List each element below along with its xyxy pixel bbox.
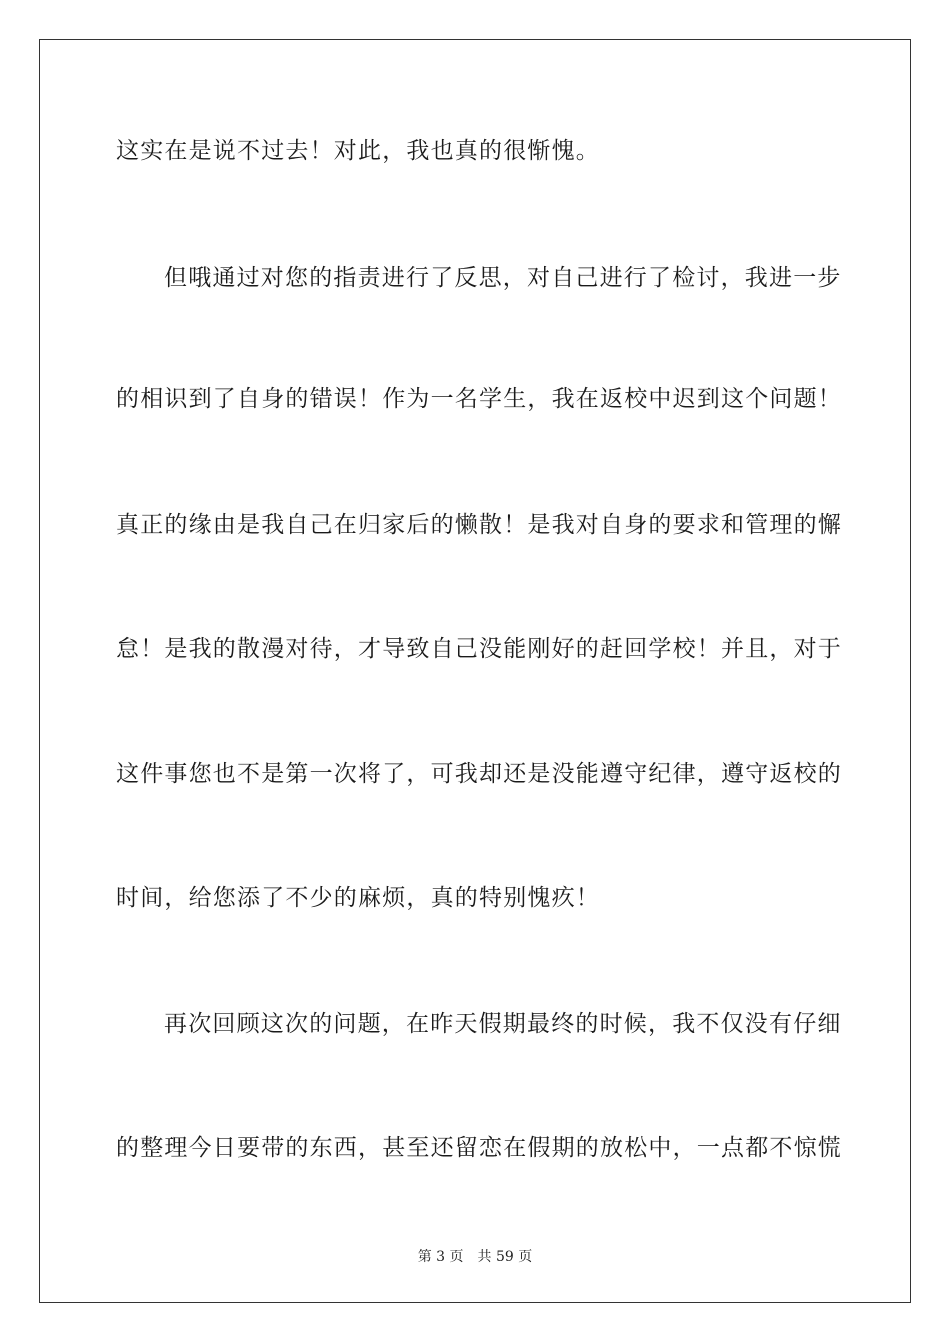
page-number: 第 3 页 [417, 1249, 464, 1265]
paragraph-line: 再次回顾这次的问题，在昨天假期最终的时候，我不仅没有仔细 [164, 1011, 842, 1037]
page-border [39, 39, 911, 1303]
paragraph-line: 怠！是我的散漫对待，才导致自己没能刚好的赶回学校！并且，对于 [116, 636, 842, 662]
paragraph-line: 这件事您也不是第一次将了，可我却还是没能遵守纪律，遵守返校的 [116, 761, 842, 787]
page-footer [0, 1248, 950, 1266]
paragraph-line: 这实在是说不过去！对此，我也真的很惭愧。 [116, 138, 600, 164]
page-total: 共 59 页 [477, 1249, 533, 1265]
paragraph-line: 的相识到了自身的错误！作为一名学生，我在返校中迟到这个问题！ [116, 386, 842, 412]
paragraph-line: 的整理今日要带的东西，甚至还留恋在假期的放松中，一点都不惊慌 [116, 1135, 842, 1161]
paragraph-line: 真正的缘由是我自己在归家后的懒散！是我对自身的要求和管理的懈 [116, 512, 842, 538]
paragraph-line: 但哦通过对您的指责进行了反思，对自己进行了检讨，我进一步 [164, 265, 842, 291]
paragraph-line: 时间，给您添了不少的麻烦，真的特别愧疚！ [116, 885, 600, 911]
